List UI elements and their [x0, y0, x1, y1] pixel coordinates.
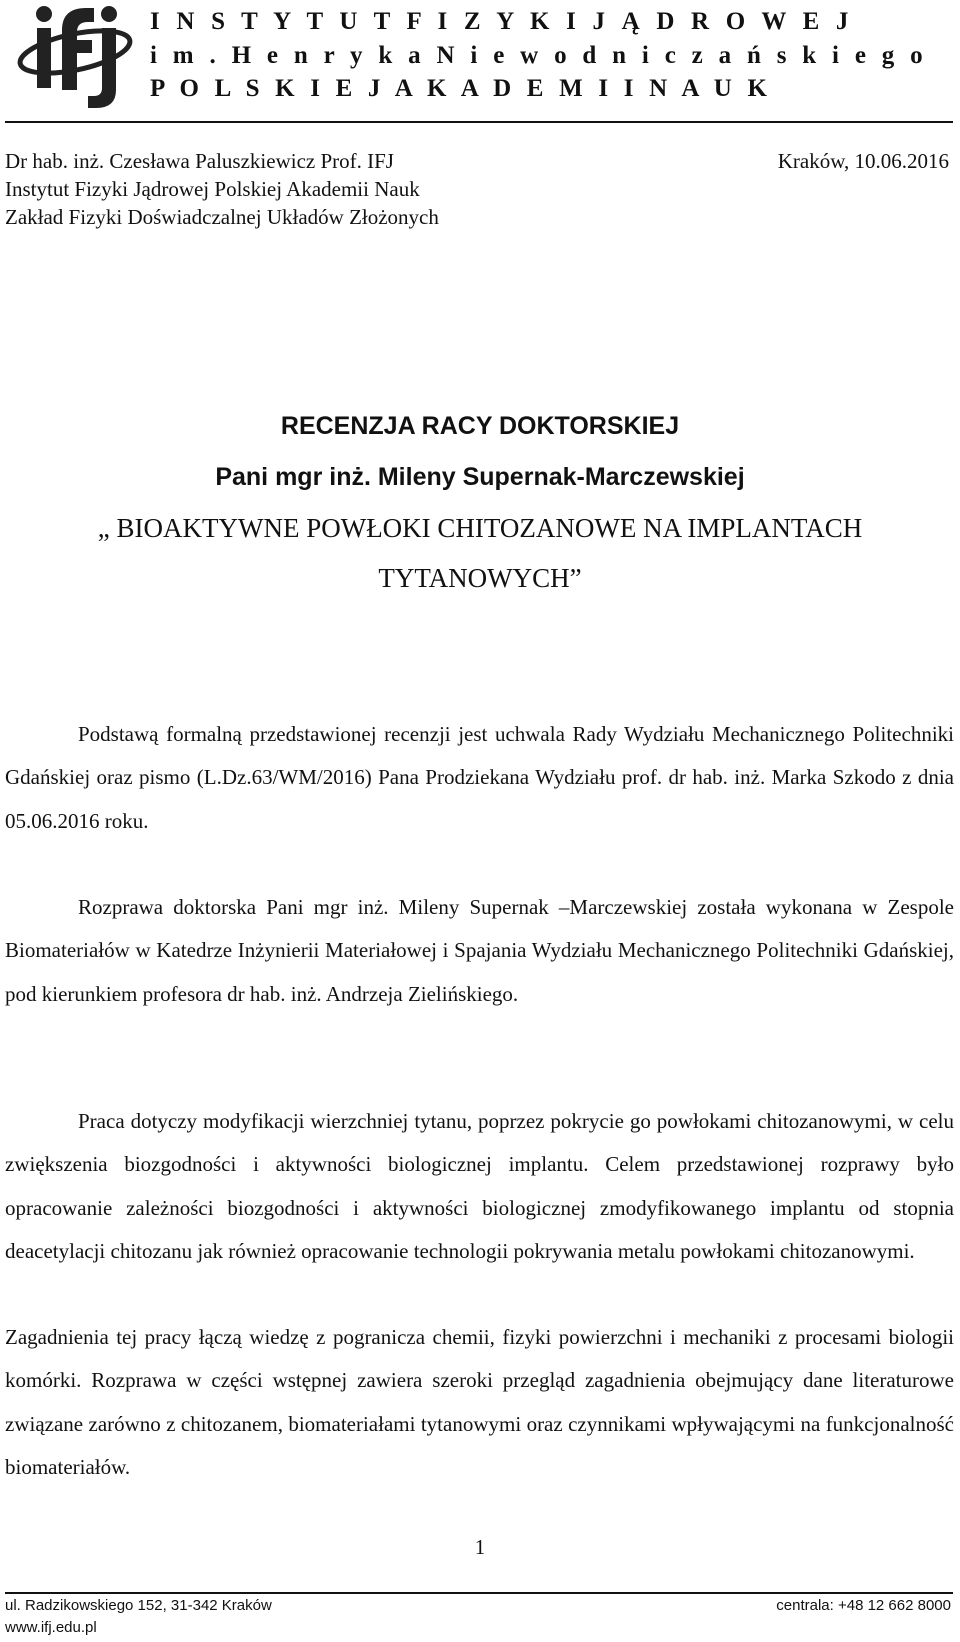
- paragraph-thesis-origin: Rozprawa doktorska Pani mgr inż. Mileny Supernak –Marczewskiej została wykonana w Zespole Biomateriałów w Katedrze Inżynierii Materiałowej i Spajania Wydziału Mechanicznego Politechniki Gdańskiej, pod kierunkiem profesora dr hab. inż. Andrzeja Zielińskiego.: [5, 895, 954, 1006]
- footer-divider: [5, 1592, 953, 1594]
- ifj-logo-icon: [16, 0, 134, 112]
- institute-name-line-2: i m . H e n r y k a N i e w o d n i c z a ń s k i e g o: [150, 42, 928, 69]
- author-name: Dr hab. inż. Czesława Paluszkiewicz Prof. IFJ: [5, 149, 394, 173]
- paragraph-thesis-scope: Praca dotyczy modyfikacji wierzchniej tytanu, poprzez pokrycie go powłokami chitozanowymi, w celu zwiększenia biozgodności i aktywności biologicznej implantu. Celem przedstawionej rozprawy było opracowanie zależności biozgodności i aktywności biologicznej zmodyfikowanego implantu od stopnia deacetylacji chitozanu jak również opracowanie technologii pokrywania metalu powłokami chitozanowymi.: [5, 1109, 954, 1264]
- footer-phone: centrala: +48 12 662 8000: [776, 1597, 951, 1614]
- author-institution: Instytut Fizyki Jądrowej Polskiej Akademii Nauk: [5, 177, 420, 201]
- footer-address: ul. Radzikowskiego 152, 31-342 Kraków: [5, 1597, 272, 1614]
- place-and-date: Kraków, 10.06.2016: [777, 149, 949, 173]
- review-title: RECENZJA RACY DOKTORSKIEJ: [280, 412, 680, 440]
- institute-name-line-1: I N S T Y T U T F I Z Y K I J Ą D R O W E J: [150, 8, 854, 35]
- paragraph-thesis-topics: Zagadnienia tej pracy łączą wiedzę z pogranicza chemii, fizyki powierzchni i mechaniki z procesami biologii komórki. Rozprawa w części wstępnej zawiera szeroki przegląd zagadnienia obejmujący dane literaturowe związane zarówno z chitozanem, biomateriałami tytanowymi oraz czynnikami wpływającymi na funkcjonalność biomateriałów.: [5, 1325, 954, 1480]
- page-number: 1: [474, 1535, 486, 1559]
- author-department: Zakład Fizyki Doświadczalnej Układów Złożonych: [5, 205, 439, 229]
- thesis-title-line-2: TYTANOWYCH”: [378, 563, 582, 593]
- thesis-title-line-1: „ BIOAKTYWNE POWŁOKI CHITOZANOWE NA IMPLANTACH: [97, 513, 863, 543]
- candidate-name: Pani mgr inż. Mileny Supernak-Marczewskiej: [215, 463, 745, 491]
- header-divider: [5, 121, 953, 123]
- footer-website-link[interactable]: www.ifj.edu.pl: [5, 1619, 97, 1636]
- paragraph-formal-basis: Podstawą formalną przedstawionej recenzji jest uchwala Rady Wydziału Mechanicznego Politechniki Gdańskiej oraz pismo (L.Dz.63/WM/2016) Pana Prodziekana Wydziału prof. dr hab. inż. Marka Szkodo z dnia 05.06.2016 roku.: [5, 722, 954, 833]
- institute-name-line-3: P O L S K I E J A K A D E M I I N A U K: [150, 75, 772, 102]
